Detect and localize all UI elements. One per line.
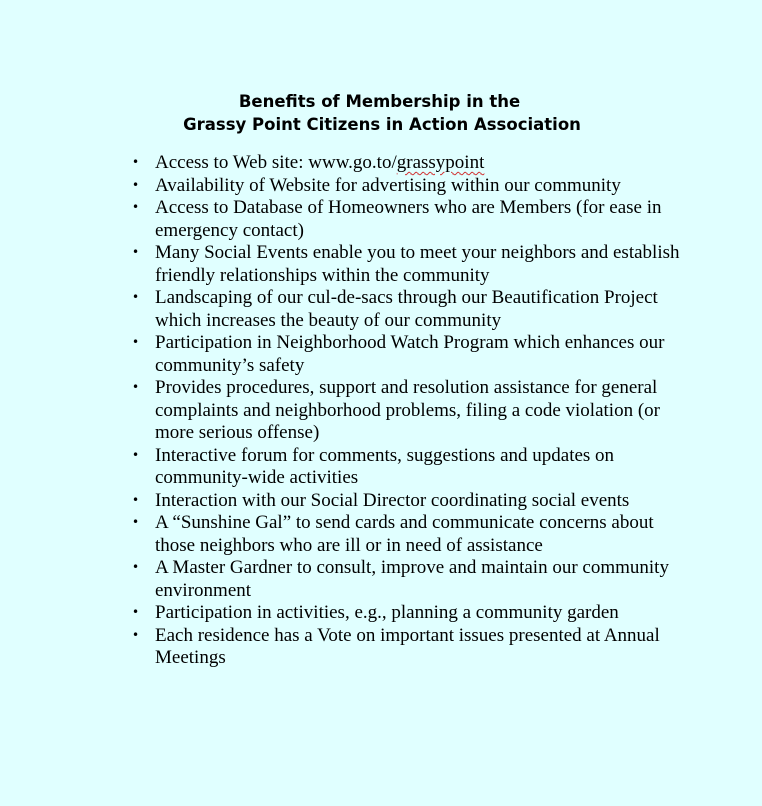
- benefits-list: [128, 152, 688, 670]
- benefit-item: [128, 152, 688, 175]
- bullet-icon: •: [132, 290, 140, 304]
- benefit-text: A “Sunshine Gal” to send cards and communicate concerns about those neighbors who are ill or in need of assistance: [155, 512, 654, 556]
- benefit-text: Many Social Events enable you to meet your neighbors and establish friendly relationships within the community: [155, 242, 680, 286]
- benefit-text: Interactive forum for comments, suggestions and updates on community-wide activities: [155, 444, 615, 488]
- benefit-item: [128, 557, 688, 602]
- bullet-icon: •: [132, 155, 140, 169]
- spellcheck-flagged-word: grassypoint: [396, 152, 485, 173]
- bullet-icon: •: [132, 447, 140, 462]
- bullet-icon: •: [132, 560, 140, 574]
- bullet-icon: •: [132, 335, 140, 349]
- benefit-text: Participation in Neighborhood Watch Program which enhances our community’s safety: [155, 332, 665, 376]
- benefit-text: Participation in activities, e.g., planning a community garden: [155, 602, 619, 623]
- bullet-icon: •: [132, 492, 140, 507]
- benefit-text: Access to Database of Homeowners who are Members (for ease in emergency contact): [155, 197, 662, 241]
- benefit-text: Availability of Website for advertising within our community: [155, 174, 621, 196]
- benefit-text: A Master Gardner to consult, improve and maintain our community environment: [155, 557, 669, 601]
- benefit-item: [128, 377, 688, 445]
- benefit-item: [128, 625, 688, 670]
- benefit-item: [128, 197, 688, 242]
- benefit-text-prefix: Access to Web site: www.go.to/: [155, 152, 397, 173]
- bullet-icon: •: [132, 627, 140, 642]
- title-line-2: Grassy Point Citizens in Action Association: [183, 115, 581, 134]
- page-title: [0, 90, 762, 136]
- benefit-item: [128, 287, 688, 332]
- benefit-text: Interaction with our Social Director coordinating social events: [155, 489, 630, 511]
- benefit-item: [128, 512, 688, 557]
- benefit-item: [128, 242, 688, 287]
- bullet-icon: •: [132, 200, 140, 214]
- bullet-icon: •: [132, 245, 140, 259]
- benefit-text: Each residence has a Vote on important issues presented at Annual Meetings: [155, 624, 660, 668]
- benefit-item: [128, 332, 688, 377]
- benefit-item: [128, 445, 688, 490]
- benefit-text: Provides procedures, support and resolution assistance for general complaints and neighborhood problems, filing a code violation (or more serious offense): [155, 377, 660, 443]
- benefit-item: [128, 602, 688, 625]
- bullet-icon: •: [132, 605, 140, 619]
- bullet-icon: •: [132, 515, 140, 529]
- benefit-item: [128, 490, 688, 513]
- bullet-icon: •: [132, 177, 140, 192]
- bullet-icon: •: [132, 380, 140, 394]
- benefit-text: Landscaping of our cul-de-sacs through our Beautification Project which increases the beauty of our community: [155, 287, 658, 331]
- benefit-item: [128, 175, 688, 198]
- title-line-1: Benefits of Membership in the: [238, 92, 521, 111]
